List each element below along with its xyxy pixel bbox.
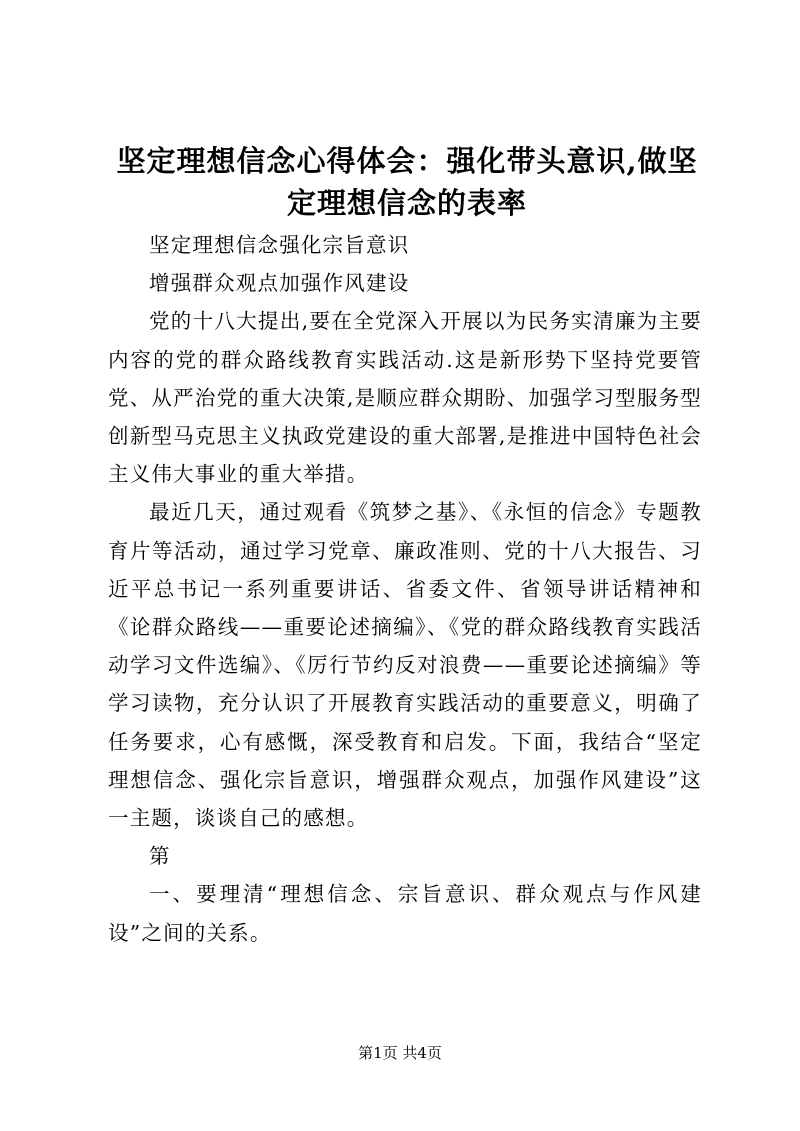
document-title: 坚定理想信念心得体会：强化带头意识,做坚定理想信念的表率 xyxy=(116,144,698,220)
paragraph: 党的十八大提出,要在全党深入开展以为民务实清廉为主要内容的党的群众路线教育实践活动.这是新形势下坚持党要管党、从严治党的重大决策,是顺应群众期盼、加强学习型服务型创新型马克思主义执政党建设的重大部署,是推进中国特色社会主义伟大事业的重大举措。 xyxy=(108,309,702,487)
page-footer: 第1页 共4页 xyxy=(358,1044,442,1062)
paragraph: 最近几天，通过观看《筑梦之基》、《永恒的信念》专题教育片等活动，通过学习党章、廉政准则、党的十八大报告、习近平总书记一系列重要讲话、省委文件、省领导讲话精神和《论群众路线——重要论述摘编》、《党的群众路线教育实践活动学习文件选编》、《厉行节约反对浪费——重要论述摘编》等学习读物，充分认识了开展教育实践活动的重要意义，明确了任务要求，心有感慨，深受教育和启发。下面，我结合“坚定理想信念、强化宗旨意识，增强群众观点，加强作风建设”这一主题，谈谈自己的感想。 xyxy=(108,500,702,831)
section-heading: 一、要理清“理想信念、宗旨意识、群众观点与作风建设”之间的关系。 xyxy=(108,882,702,945)
paragraph-heading-2: 增强群众观点加强作风建设 xyxy=(149,271,410,296)
paragraph-heading-1: 坚定理想信念强化宗旨意识 xyxy=(149,233,410,257)
document-body xyxy=(108,226,702,952)
paragraph: 第 xyxy=(149,844,171,869)
